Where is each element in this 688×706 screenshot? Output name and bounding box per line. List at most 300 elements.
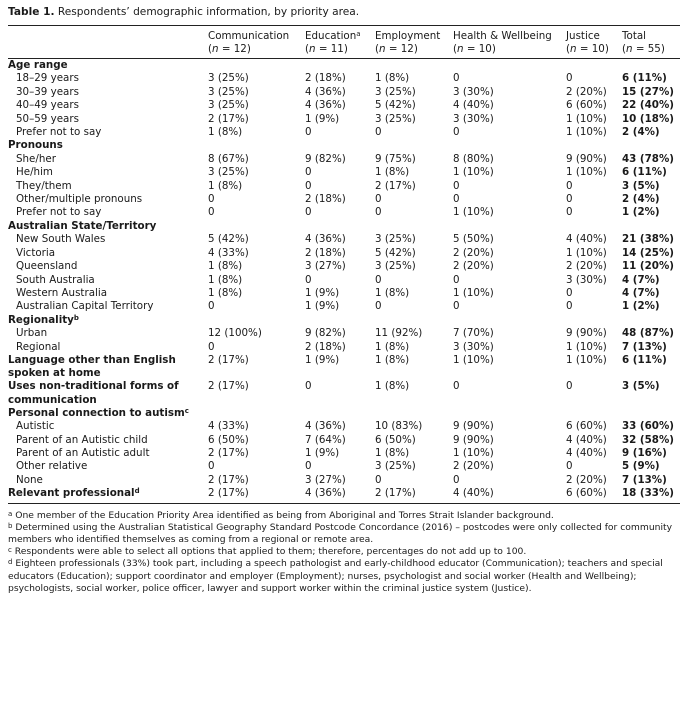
value-cell: 4 (36%) xyxy=(305,233,346,246)
footnote-mark: d xyxy=(8,558,13,567)
value-cell xyxy=(208,314,305,327)
table-row xyxy=(8,447,680,460)
value-cell: 2 (17%) xyxy=(208,353,249,366)
value-cell: 0 xyxy=(453,473,460,486)
row-label xyxy=(8,327,208,340)
total-cell: 15 (27%) xyxy=(622,85,674,98)
value-cell: 0 xyxy=(208,206,215,219)
total-cell: 6 (11%) xyxy=(622,166,667,179)
value-cell xyxy=(375,407,453,420)
sample-size-value: = 10 xyxy=(576,43,605,55)
value-cell: 0 xyxy=(453,179,460,192)
row-label-text: Urban xyxy=(16,327,48,340)
value-cell: 3 (25%) xyxy=(208,166,249,179)
value-cell: 1 (10%) xyxy=(453,286,494,299)
row-label-text: Age range xyxy=(8,59,68,71)
table-row xyxy=(8,247,680,260)
value-cell: 1 (10%) xyxy=(566,353,607,366)
row-label xyxy=(8,341,208,354)
value-cell: 2 (18%) xyxy=(305,193,346,206)
value-cell: 0 xyxy=(305,166,312,179)
table-title: Respondents’ demographic information, by priority area. xyxy=(57,6,360,18)
footnote-mark: d xyxy=(134,487,140,496)
row-label xyxy=(8,447,208,460)
value-cell xyxy=(566,314,622,327)
value-cell: 0 xyxy=(453,193,460,206)
value-cell: 0 xyxy=(375,273,382,286)
table-row xyxy=(8,99,680,112)
row-label-text: Australian Capital Territory xyxy=(16,300,154,313)
value-cell: 1 (9%) xyxy=(305,300,340,313)
row-label-text: He/him xyxy=(16,166,53,179)
row-label xyxy=(8,72,208,85)
value-cell: 8 (80%) xyxy=(453,152,494,165)
row-label-text: They/them xyxy=(16,179,72,192)
value-cell: 0 xyxy=(566,286,573,299)
table-row xyxy=(8,206,680,219)
row-label-text: Victoria xyxy=(16,246,56,259)
value-cell: 1 (9%) xyxy=(305,353,340,366)
column-header: Justice (n = 10) xyxy=(566,26,622,59)
value-cell: 2 (18%) xyxy=(305,72,346,85)
table-row xyxy=(8,327,680,340)
value-cell: 1 (8%) xyxy=(375,72,410,85)
footnote-text: Respondents were able to select all options that applied to them; therefore, percentages do not add up to 100. xyxy=(11,546,527,558)
row-label xyxy=(8,220,208,233)
value-cell: 1 (10%) xyxy=(566,112,607,125)
value-cell: 2 (20%) xyxy=(453,246,494,259)
sample-size-symbol: n xyxy=(570,43,577,55)
total-cell xyxy=(622,407,680,420)
value-cell: 1 (8%) xyxy=(375,353,410,366)
footnote-text: One member of the Education Priority Area identified as being from Aboriginal and Torres Strait Islander background. xyxy=(12,509,554,521)
value-cell: 1 (8%) xyxy=(375,380,410,393)
value-cell: 1 (10%) xyxy=(453,206,494,219)
value-cell: 9 (90%) xyxy=(453,433,494,446)
row-label xyxy=(8,274,208,287)
value-cell: 4 (36%) xyxy=(305,420,346,433)
row-label xyxy=(8,314,208,327)
row-label xyxy=(8,487,208,503)
value-cell: 0 xyxy=(305,179,312,192)
value-cell xyxy=(208,59,305,73)
value-cell: 3 (30%) xyxy=(453,112,494,125)
row-label xyxy=(8,233,208,246)
table-caption xyxy=(8,6,680,19)
row-label xyxy=(8,153,208,166)
value-cell: 9 (90%) xyxy=(566,327,607,340)
value-cell: 1 (10%) xyxy=(453,166,494,179)
value-cell: 0 xyxy=(566,179,573,192)
total-cell: 7 (13%) xyxy=(622,473,667,486)
value-cell: 0 xyxy=(208,193,215,206)
value-cell xyxy=(453,220,566,233)
value-cell xyxy=(305,139,375,152)
row-label-text: Other relative xyxy=(16,460,88,473)
row-label xyxy=(8,420,208,433)
total-cell xyxy=(622,139,680,152)
value-cell: 4 (40%) xyxy=(453,487,566,503)
row-label xyxy=(8,434,208,447)
total-cell xyxy=(622,59,680,73)
value-cell: 3 (27%) xyxy=(305,260,346,273)
table-row xyxy=(8,274,680,287)
value-cell: 4 (33%) xyxy=(208,246,249,259)
row-label xyxy=(8,260,208,273)
value-cell xyxy=(375,314,453,327)
value-cell: 5 (42%) xyxy=(208,233,249,246)
sample-size-symbol: n xyxy=(309,43,316,55)
value-cell xyxy=(566,59,622,73)
table-row xyxy=(8,260,680,273)
table-row xyxy=(8,341,680,354)
table-row xyxy=(8,474,680,487)
table-row xyxy=(8,180,680,193)
row-label xyxy=(8,126,208,139)
value-cell: 1 (10%) xyxy=(453,353,494,366)
footnote-mark: b xyxy=(8,521,13,530)
total-cell: 21 (38%) xyxy=(622,233,674,246)
value-cell: 1 (10%) xyxy=(453,446,494,459)
value-cell: 1 (8%) xyxy=(208,126,243,139)
value-cell: 4 (40%) xyxy=(566,446,607,459)
value-cell: 2 (20%) xyxy=(453,260,494,273)
value-cell: 3 (27%) xyxy=(305,473,346,486)
row-label-text: 30–39 years xyxy=(16,85,79,98)
table-row xyxy=(8,193,680,206)
value-cell: 1 (9%) xyxy=(305,446,340,459)
value-cell: 6 (60%) xyxy=(566,487,622,503)
value-cell: 4 (40%) xyxy=(566,233,607,246)
sample-size-value: = 12 xyxy=(385,43,414,55)
section-row xyxy=(8,407,680,420)
value-cell xyxy=(305,220,375,233)
value-cell: 2 (17%) xyxy=(208,487,305,503)
value-cell: 2 (18%) xyxy=(305,246,346,259)
sample-size-symbol: n xyxy=(379,43,386,55)
value-cell: 3 (25%) xyxy=(375,112,416,125)
value-cell: 0 xyxy=(566,300,573,313)
value-cell: 2 (20%) xyxy=(566,473,607,486)
table-row xyxy=(8,166,680,179)
value-cell: 6 (60%) xyxy=(566,99,607,112)
row-label-text: Other/multiple pronouns xyxy=(16,193,143,206)
value-cell: 0 xyxy=(453,126,460,139)
value-cell: 1 (10%) xyxy=(566,340,607,353)
total-cell: 22 (40%) xyxy=(622,99,674,112)
row-label xyxy=(8,99,208,112)
value-cell: 1 (8%) xyxy=(375,340,410,353)
total-cell: 43 (78%) xyxy=(622,152,674,165)
value-cell: 3 (25%) xyxy=(375,460,416,473)
total-cell: 11 (20%) xyxy=(622,260,674,273)
value-cell: 0 xyxy=(453,380,460,393)
value-cell: 2 (20%) xyxy=(566,260,607,273)
value-cell: 3 (30%) xyxy=(566,273,607,286)
value-cell: 3 (30%) xyxy=(453,340,494,353)
value-cell xyxy=(375,220,453,233)
value-cell: 0 xyxy=(208,300,215,313)
row-label-text: Regionality xyxy=(8,313,74,326)
value-cell: 1 (9%) xyxy=(305,112,340,125)
value-cell: 0 xyxy=(566,206,573,219)
section-row xyxy=(8,354,680,380)
sample-size-symbol: n xyxy=(457,43,464,55)
column-header: Health & Wellbeing (n = 10) xyxy=(453,26,566,59)
row-label xyxy=(8,86,208,99)
total-cell: 2 (4%) xyxy=(622,126,660,139)
value-cell xyxy=(566,407,622,420)
total-cell: 3 (5%) xyxy=(622,179,660,192)
table-footnotes xyxy=(8,510,680,595)
row-label xyxy=(8,193,208,206)
value-cell: 9 (75%) xyxy=(375,152,416,165)
row-label xyxy=(8,460,208,473)
value-cell: 3 (25%) xyxy=(208,99,249,112)
section-row xyxy=(8,59,680,73)
value-cell: 4 (36%) xyxy=(305,487,375,503)
value-cell: 10 (83%) xyxy=(375,420,423,433)
column-header: Total (n = 55) xyxy=(622,26,680,59)
value-cell: 0 xyxy=(305,273,312,286)
value-cell: 0 xyxy=(453,72,460,85)
value-cell: 1 (10%) xyxy=(566,166,607,179)
row-label-text: Queensland xyxy=(16,260,78,273)
value-cell: 0 xyxy=(375,473,382,486)
table-row xyxy=(8,434,680,447)
total-cell xyxy=(622,220,680,233)
row-label-text: Relevant professional xyxy=(8,487,135,500)
value-cell: 11 (92%) xyxy=(375,327,423,340)
total-cell: 32 (58%) xyxy=(622,433,674,446)
total-cell: 3 (5%) xyxy=(622,380,660,393)
row-label xyxy=(8,407,208,420)
value-cell: 0 xyxy=(453,300,460,313)
value-cell xyxy=(208,139,305,152)
table-row xyxy=(8,233,680,246)
footnote xyxy=(8,510,680,522)
total-cell: 2 (4%) xyxy=(622,193,660,206)
value-cell: 4 (33%) xyxy=(208,420,249,433)
footnote-text: Eighteen professionals (33%) took part, including a speech pathologist and early-childhood educator (Communication); teachers and special educators (Education); support coordinator and employer (Employment); nurses, psychologist and social worker (Health and Wellbeing); psychologists, social worker, police officer, lawyer and support worker within the criminal justice system (Justice). xyxy=(8,558,663,594)
value-cell: 1 (8%) xyxy=(208,273,243,286)
section-row xyxy=(8,314,680,327)
value-cell: 0 xyxy=(566,460,573,473)
footnote xyxy=(8,522,680,546)
row-label xyxy=(8,247,208,260)
column-name: Total xyxy=(622,30,647,42)
sample-size-value: = 55 xyxy=(632,43,661,55)
section-row xyxy=(8,139,680,152)
value-cell: 2 (20%) xyxy=(566,85,607,98)
footnote-mark: c xyxy=(8,546,12,555)
value-cell: 9 (90%) xyxy=(566,152,607,165)
footnote-mark: a xyxy=(356,30,361,38)
column-name: Communication xyxy=(208,30,290,42)
row-label-text: 40–49 years xyxy=(16,99,79,112)
row-label-text: Parent of an Autistic adult xyxy=(16,446,150,459)
value-cell: 3 (25%) xyxy=(375,260,416,273)
value-cell: 2 (17%) xyxy=(208,112,249,125)
sample-size-value: = 10 xyxy=(463,43,492,55)
total-cell xyxy=(622,314,680,327)
value-cell: 2 (17%) xyxy=(208,380,249,393)
total-cell: 4 (7%) xyxy=(622,286,660,299)
row-label-text: She/her xyxy=(16,152,56,165)
value-cell: 1 (8%) xyxy=(208,286,243,299)
value-cell: 0 xyxy=(566,380,573,393)
row-label-text: Australian State/Territory xyxy=(8,219,157,232)
column-header: Education$^a$ (n = 11) xyxy=(305,26,375,59)
row-label xyxy=(8,354,208,380)
row-label xyxy=(8,287,208,300)
total-cell: 6 (11%) xyxy=(622,353,667,366)
row-label-text: Autistic xyxy=(16,420,55,433)
table-body xyxy=(8,59,680,504)
section-row xyxy=(8,487,680,503)
value-cell: 3 (25%) xyxy=(208,72,249,85)
value-cell xyxy=(305,314,375,327)
row-label xyxy=(8,59,208,73)
value-cell: 0 xyxy=(375,206,382,219)
value-cell: 2 (20%) xyxy=(453,460,494,473)
value-cell: 3 (30%) xyxy=(453,85,494,98)
sample-size-value: = 12 xyxy=(218,43,247,55)
value-cell xyxy=(453,314,566,327)
demographics-table xyxy=(8,25,680,504)
section-row xyxy=(8,220,680,233)
header-blank xyxy=(8,26,208,59)
footnote-mark: b xyxy=(73,313,79,322)
value-cell: 0 xyxy=(375,300,382,313)
row-label xyxy=(8,139,208,152)
value-cell xyxy=(208,220,305,233)
total-cell: 10 (18%) xyxy=(622,112,674,125)
total-cell: 1 (2%) xyxy=(622,206,660,219)
column-name: Health & Wellbeing xyxy=(453,30,552,42)
table-row xyxy=(8,126,680,139)
value-cell: 1 (8%) xyxy=(375,286,410,299)
row-label xyxy=(8,300,208,313)
value-cell: 1 (8%) xyxy=(208,179,243,192)
value-cell: 1 (8%) xyxy=(375,446,410,459)
value-cell: 4 (40%) xyxy=(453,99,494,112)
value-cell: 4 (36%) xyxy=(305,85,346,98)
table-row xyxy=(8,420,680,433)
value-cell xyxy=(453,139,566,152)
value-cell: 2 (17%) xyxy=(208,446,249,459)
value-cell: 12 (100%) xyxy=(208,327,262,340)
footnote-mark: c xyxy=(184,406,189,415)
footnote-mark: a xyxy=(8,509,13,518)
table-row xyxy=(8,86,680,99)
value-cell: 0 xyxy=(375,193,382,206)
value-cell: 2 (17%) xyxy=(375,179,416,192)
sample-size-symbol: n xyxy=(212,43,219,55)
row-label-text: Prefer not to say xyxy=(16,126,102,139)
total-cell: 1 (2%) xyxy=(622,300,660,313)
total-cell: 9 (16%) xyxy=(622,446,667,459)
row-label-text: Uses non-traditional forms of communication xyxy=(8,380,179,406)
row-label-text: 50–59 years xyxy=(16,112,79,125)
row-label xyxy=(8,380,208,406)
total-cell: 14 (25%) xyxy=(622,246,674,259)
value-cell xyxy=(305,407,375,420)
value-cell: 0 xyxy=(208,460,215,473)
value-cell: 0 xyxy=(453,273,460,286)
section-row xyxy=(8,380,680,406)
value-cell: 1 (10%) xyxy=(566,126,607,139)
total-cell: 6 (11%) xyxy=(622,72,667,85)
value-cell: 5 (50%) xyxy=(453,233,494,246)
row-label-text: Western Australia xyxy=(16,286,108,299)
value-cell: 0 xyxy=(305,206,312,219)
row-label-text: Parent of an Autistic child xyxy=(16,433,148,446)
value-cell xyxy=(566,220,622,233)
table-row xyxy=(8,153,680,166)
total-cell: 7 (13%) xyxy=(622,340,667,353)
value-cell: 7 (64%) xyxy=(305,433,346,446)
value-cell: 0 xyxy=(305,380,312,393)
value-cell: 2 (18%) xyxy=(305,340,346,353)
table-row xyxy=(8,460,680,473)
value-cell: 5 (42%) xyxy=(375,99,416,112)
table-row xyxy=(8,113,680,126)
value-cell: 8 (67%) xyxy=(208,152,249,165)
row-label xyxy=(8,113,208,126)
value-cell: 4 (36%) xyxy=(305,99,346,112)
row-label-text: Language other than English spoken at home xyxy=(8,353,176,380)
column-name: Education xyxy=(305,30,357,42)
footnote xyxy=(8,558,680,595)
value-cell: 0 xyxy=(305,126,312,139)
value-cell: 7 (70%) xyxy=(453,327,494,340)
total-cell: 5 (9%) xyxy=(622,460,660,473)
value-cell xyxy=(453,407,566,420)
row-label-text: South Australia xyxy=(16,273,95,286)
value-cell: 0 xyxy=(305,460,312,473)
value-cell: 6 (50%) xyxy=(208,433,249,446)
row-label-text: New South Wales xyxy=(16,233,106,246)
value-cell: 9 (82%) xyxy=(305,152,346,165)
column-header: Employment (n = 12) xyxy=(375,26,453,59)
value-cell: 2 (17%) xyxy=(375,487,453,503)
value-cell: 0 xyxy=(566,193,573,206)
value-cell: 1 (8%) xyxy=(208,260,243,273)
value-cell xyxy=(566,139,622,152)
total-cell: 33 (60%) xyxy=(622,420,674,433)
value-cell: 3 (25%) xyxy=(375,233,416,246)
value-cell: 0 xyxy=(375,126,382,139)
total-cell: 48 (87%) xyxy=(622,327,674,340)
header-row xyxy=(8,26,680,59)
value-cell: 0 xyxy=(208,340,215,353)
value-cell: 5 (42%) xyxy=(375,246,416,259)
value-cell xyxy=(375,139,453,152)
row-label xyxy=(8,180,208,193)
row-label-text: Regional xyxy=(16,340,61,353)
value-cell: 1 (8%) xyxy=(375,166,410,179)
row-label-text: Prefer not to say xyxy=(16,206,102,219)
value-cell: 9 (90%) xyxy=(453,420,494,433)
value-cell xyxy=(208,407,305,420)
value-cell: 0 xyxy=(566,72,573,85)
footnote xyxy=(8,546,680,558)
value-cell: 4 (40%) xyxy=(566,433,607,446)
value-cell: 6 (50%) xyxy=(375,433,416,446)
value-cell: 3 (25%) xyxy=(375,85,416,98)
sample-size-value: = 11 xyxy=(315,43,344,55)
